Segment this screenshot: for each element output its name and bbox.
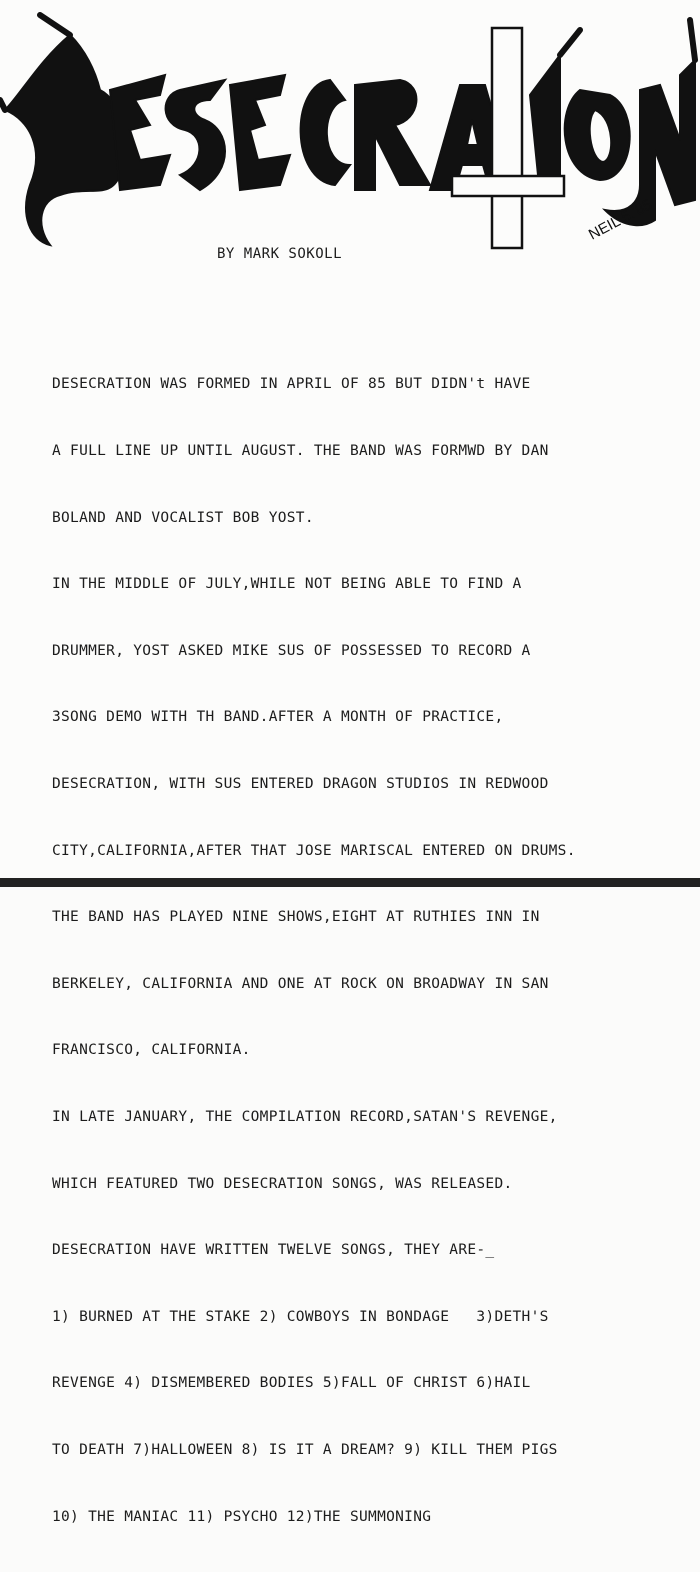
article-line: CITY,CALIFORNIA,AFTER THAT JOSE MARISCAL ENTERED ON DRUMS. [52, 842, 576, 859]
article-line: IN THE MIDDLE OF JULY,WHILE NOT BEING ABLE TO FIND A [52, 576, 522, 593]
article-line: DESECRATION WAS FORMED IN APRIL OF 85 BUT DIDN't HAVE [52, 376, 531, 393]
article-line: 1) BURNED AT THE STAKE 2) COWBOYS IN BONDAGE 3)DETH'S [52, 1308, 549, 1325]
artist-signature: NEIL 5.'85 [585, 196, 655, 244]
article-line: TO DEATH 7)HALLOWEEN 8) IS IT A DREAM? 9) KILL THEM PIGS [52, 1441, 558, 1458]
article-line: A FULL LINE UP UNTIL AUGUST. THE BAND WAS FORMWD BY DAN [52, 443, 549, 459]
article-line: DESECRATION, WITH SUS ENTERED DRAGON STUDIOS IN REDWOOD [52, 775, 549, 792]
article-line: DESECRATION HAVE WRITTEN TWELVE SONGS, THEY ARE-_ [52, 1242, 495, 1259]
article-line: BOLAND AND VOCALIST BOB YOST. [52, 509, 314, 526]
article-line: IN LATE JANUARY, THE COMPILATION RECORD,SATAN'S REVENGE, [52, 1108, 558, 1125]
article-line: REVENGE 4) DISMEMBERED BODIES 5)FALL OF CHRIST 6)HAIL [52, 1375, 531, 1392]
logo-lettering [0, 15, 695, 245]
article-line: FRANCISCO, CALIFORNIA. [52, 1042, 251, 1059]
article-line: BERKELEY, CALIFORNIA AND ONE AT ROCK ON BROADWAY IN SAN [52, 975, 549, 992]
band-logo [0, 0, 700, 260]
scan-bottom-edge [0, 878, 700, 887]
byline: BY MARK SOKOLL [217, 246, 343, 262]
article-line: 3SONG DEMO WITH TH BAND.AFTER A MONTH OF PRACTICE, [52, 709, 504, 726]
article-body [52, 329, 692, 1572]
article-line: THE BAND HAS PLAYED NINE SHOWS,EIGHT AT RUTHIES INN IN [52, 909, 540, 926]
article-line: WHICH FEATURED TWO DESECRATION SONGS, WAS RELEASED. [52, 1175, 513, 1192]
article-line: 10) THE MANIAC 11) PSYCHO 12)THE SUMMONING [52, 1508, 432, 1525]
article-line: DRUMMER, YOST ASKED MIKE SUS OF POSSESSED TO RECORD A [52, 642, 531, 659]
